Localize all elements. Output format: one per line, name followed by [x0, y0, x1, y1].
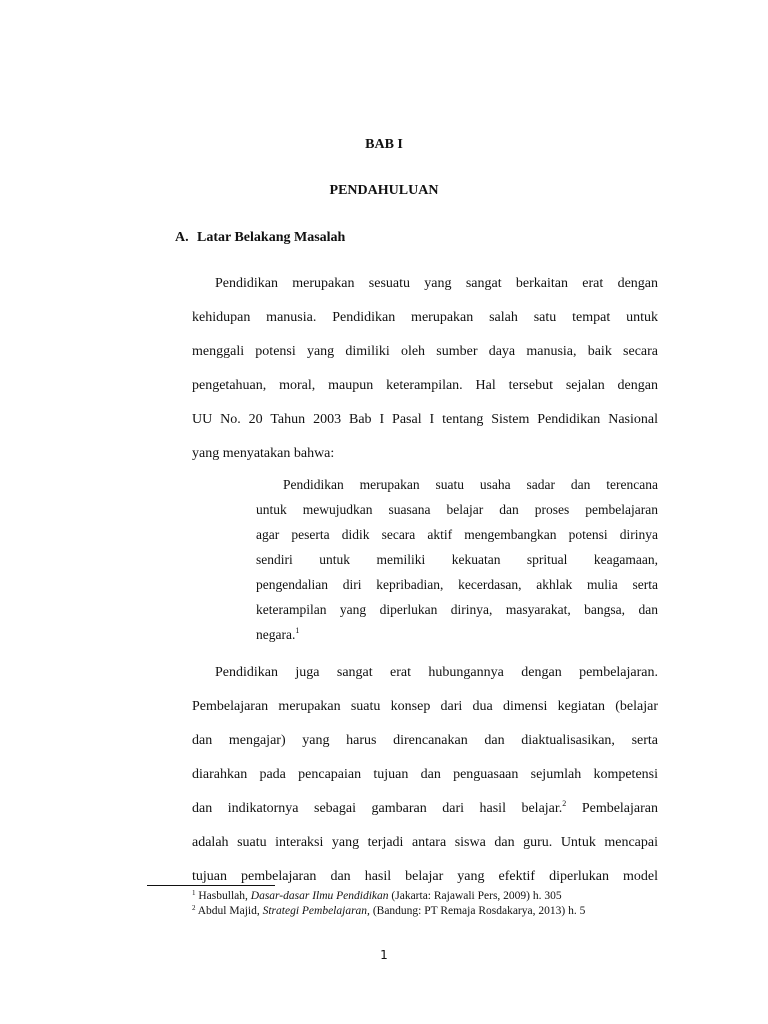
quote-last-text: negara.	[256, 627, 296, 642]
paragraph-line: dan mengajar) yang harus direncanakan dan diaktualisasikan, serta	[192, 733, 658, 748]
paragraph-line: yang menyatakan bahwa:	[192, 446, 335, 461]
section-title: Latar Belakang Masalah	[197, 230, 346, 245]
page-number: 1	[380, 948, 388, 962]
paragraph-line: UU No. 20 Tahun 2003 Bab I Pasal I tentang Sistem Pendidikan Nasional	[192, 412, 658, 427]
quote-line: pengendalian diri kepribadian, kecerdasan, akhlak mulia serta	[256, 577, 658, 592]
section-heading	[175, 230, 345, 246]
footnote-1	[192, 890, 562, 903]
paragraph-line: adalah suatu interaksi yang terjadi antara siswa dan guru. Untuk mencapai	[192, 835, 658, 850]
line-text: Pembelajaran	[566, 801, 659, 816]
quote-line: agar peserta didik secara aktif mengembangkan potensi dirinya	[256, 527, 658, 542]
paragraph-line: diarahkan pada pencapaian tujuan dan penguasaan sejumlah kompetensi	[192, 767, 658, 782]
footnote-details: (Bandung: PT Remaja Rosdakarya, 2013) h. 5	[369, 905, 586, 917]
footnote-details: (Jakarta: Rajawali Pers, 2009) h. 305	[388, 890, 562, 902]
chapter-heading: BAB I	[365, 137, 403, 152]
paragraph-line: Pembelajaran merupakan suatu konsep dari dua dimensi kegiatan (belajar	[192, 699, 658, 714]
footnote-author: Hasbullah,	[198, 890, 251, 902]
footnote-ref[interactable]: 1	[295, 626, 300, 635]
footnote-separator	[147, 885, 275, 886]
quote-line: untuk mewujudkan suasana belajar dan proses pembelajaran	[256, 502, 658, 517]
paragraph-line: menggali potensi yang dimiliki oleh sumber daya manusia, baik secara	[192, 344, 658, 359]
footnote-2	[192, 905, 585, 918]
section-letter: A.	[175, 230, 189, 245]
footnote-work: Dasar-dasar Ilmu Pendidikan	[250, 890, 389, 902]
footnote-ref[interactable]: 2	[562, 799, 567, 808]
chapter-title: PENDAHULUAN	[329, 183, 439, 198]
quote-line: sendiri untuk memiliki kekuatan spritual keagamaan,	[256, 552, 658, 567]
quote-line	[256, 626, 658, 644]
quote-line: keterampilan yang diperlukan dirinya, masyarakat, bangsa, dan	[256, 602, 658, 617]
paragraph-line: pengetahuan, moral, maupun keterampilan. Hal tersebut sejalan dengan	[192, 378, 658, 393]
footnote-author: Abdul Majid,	[197, 905, 263, 917]
line-text: dan indikatornya sebagai gambaran dari hasil belajar.	[192, 801, 563, 816]
footnote-number: 2	[192, 904, 196, 912]
footnote-work: Strategi Pembelajaran,	[262, 905, 370, 917]
paragraph-line: Pendidikan merupakan sesuatu yang sangat berkaitan erat dengan	[215, 276, 658, 291]
quote-line: Pendidikan merupakan suatu usaha sadar dan terencana	[283, 477, 658, 492]
paragraph-line: Pendidikan juga sangat erat hubungannya dengan pembelajaran.	[215, 665, 658, 680]
paragraph-line: kehidupan manusia. Pendidikan merupakan salah satu tempat untuk	[192, 310, 658, 325]
footnote-number: 1	[192, 889, 196, 897]
paragraph-line	[192, 800, 658, 818]
paragraph-line: tujuan pembelajaran dan hasil belajar yang efektif diperlukan model	[192, 869, 658, 884]
